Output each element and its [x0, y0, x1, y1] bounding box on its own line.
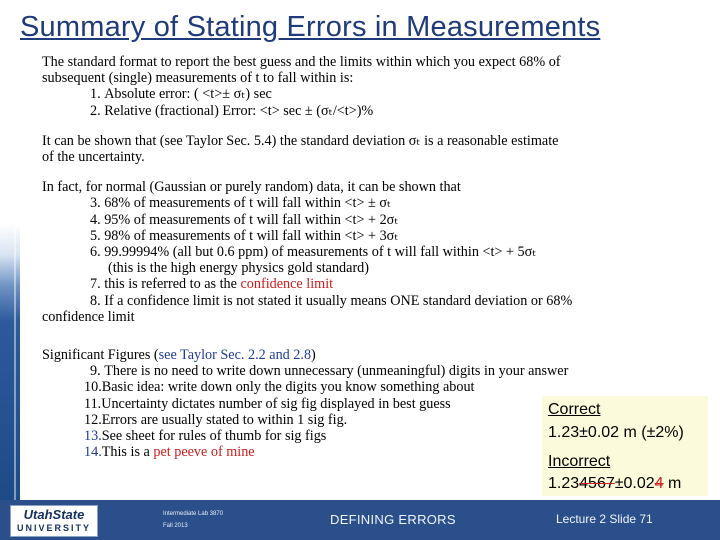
- list-item: 7. this is referred to as the confidence limit: [90, 276, 334, 293]
- taylor-reference-link[interactable]: see Taylor Sec. 2.2 and 2.8: [158, 347, 312, 364]
- list-item: 3. 68% of measurements of t will fall within <t> ± σₜ: [90, 195, 392, 212]
- list-item: 6. 99.99994% (all but 0.6 ppm) of measurements of t will fall within <t> + 5σₜ: [90, 244, 537, 261]
- list-item: 5. 98% of measurements of t will fall within <t> + 3σₜ: [90, 227, 399, 244]
- struck-digits: 4567: [579, 475, 615, 492]
- pet-peeve-highlight: pet peeve of mine: [153, 444, 255, 461]
- list-item-continuation: (this is the high energy physics gold standard): [108, 260, 369, 277]
- list-item: 9. There is no need to write down unnecessary (unmeaningful) digits in your answer: [90, 363, 569, 380]
- list-item: 13. See sheet for rules of thumb for sig figs: [84, 428, 327, 445]
- list-item: 14. This is a pet peeve of mine: [84, 444, 255, 461]
- slide-title: Summary of Stating Errors in Measurements: [20, 11, 601, 43]
- utah-state-logo: UtahState UNIVERSITY: [10, 505, 98, 537]
- course-label: Intermediate Lab 3870: [163, 511, 224, 517]
- slide-body: [42, 54, 602, 460]
- sigfig-heading: Significant Figures (see Taylor Sec. 2.2 and 2.8): [42, 347, 316, 364]
- incorrect-value: 1.234567±0.024 m: [548, 475, 682, 492]
- example-box: [542, 396, 708, 496]
- list-item: 11. Uncertainty dictates number of sig fig displayed in best guess: [84, 395, 451, 412]
- struck-extra-digit: 4: [654, 475, 664, 492]
- list-item: 10. Basic idea: write down only the digits you know something about: [84, 379, 475, 396]
- intro-line: subsequent (single) measurements of t to fall within is:: [42, 70, 354, 87]
- list-item: 1. Absolute error: ( <t>± σₜ) sec: [90, 86, 272, 103]
- list-item-continuation: confidence limit: [42, 308, 135, 325]
- correct-label: Correct: [548, 401, 601, 418]
- list-item: 12. Errors are usually stated to within 1 sig fig.: [84, 411, 348, 428]
- slide-number: Lecture 2 Slide 71: [556, 512, 653, 526]
- std-dev-line: of the uncertainty.: [42, 149, 145, 166]
- term-label: Fall 2013: [163, 523, 188, 529]
- sidebar-decoration: [0, 54, 20, 500]
- incorrect-label: Incorrect: [548, 453, 611, 470]
- normal-intro: In fact, for normal (Gaussian or purely random) data, it can be shown that: [42, 179, 461, 196]
- list-item: 2. Relative (fractional) Error: <t> sec ± (σₜ/<t>)%: [90, 102, 374, 119]
- intro-line: The standard format to report the best guess and the limits within which you expect 68% of: [42, 54, 561, 70]
- footer-topic: DEFINING ERRORS: [330, 512, 456, 527]
- std-dev-line: It can be shown that (see Taylor Sec. 5.4) the standard deviation σₜ is a reasonable estimate: [42, 132, 559, 149]
- list-item: 8. If a confidence limit is not stated it usually means ONE standard deviation or 68%: [90, 292, 573, 309]
- correct-value: 1.23±0.02 m (±2%): [548, 424, 684, 441]
- confidence-limit-highlight: confidence limit: [240, 276, 334, 293]
- list-item: 4. 95% of measurements of t will fall within <t> + 2σₜ: [90, 211, 399, 228]
